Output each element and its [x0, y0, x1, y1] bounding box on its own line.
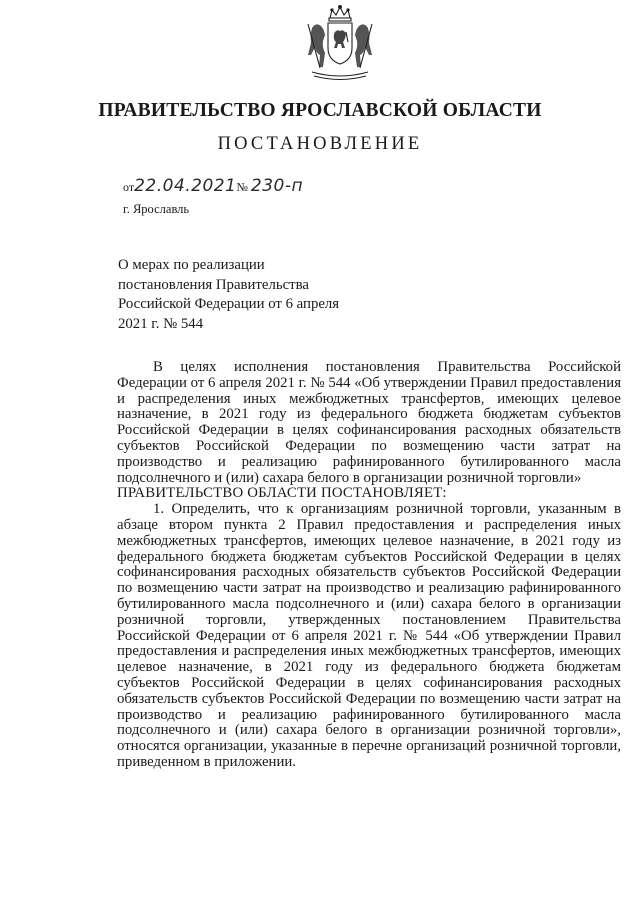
- date-number-line: [123, 176, 303, 196]
- subject-line: О мерах по реализации: [118, 257, 265, 273]
- item-1-paragraph: 1. Определить, что к организациям розничной торговли, указанным в абзаце втором пункта 2 Правил предоставления и распределения иных межбюджетных трансфертов, имеющих целевое назначение, в 2021 году из федерального бюджета бюджетам субъектов Российской Федерации в целях софинансирования расходных обязательств субъектов Российской Федерации по возмещению части затрат на производство и реализацию рафинированного бутилированного масла подсолнечного и (или) сахара белого в организации розничной торговли, утвержденных постановлением Правительства Российской Федерации от 6 апреля 2021 г. № 544 «Об утверждении Правил предоставления и распределения иных межбюджетных трансфертов, имеющих целевое назначение, в 2021 году из федерального бюджета бюджетам субъектов Российской Федерации в целях софинансирования расходных обязательств субъектов Российской Федерации по возмещению части затрат на производство и реализацию рафинированного бутилированного масла подсолнечного и (или) сахара белого в организации розничной торговли», относятся организации, указанные в перечне организаций розничной торговли, приведенном в приложении.: [117, 501, 621, 770]
- document-subject: [118, 256, 339, 334]
- document-number: 230-п: [250, 176, 304, 196]
- number-prefix: №: [236, 180, 248, 194]
- preamble-paragraph: В целях исполнения постановления Правительства Российской Федерации от 6 апреля 2021 г. № 544 «Об утверждении Правил предоставления и распределения иных межбюджетных трансфертов, имеющих целевое назначение, в 2021 году из федерального бюджета бюджетам субъектов Российской Федерации в целях софинансирования расходных обязательств субъектов Российской Федерации по возмещению части затрат на производство и реализацию рафинированного бутилированного масла подсолнечного и (или) сахара белого в организации розничной торговли»: [117, 359, 621, 486]
- government-name: ПРАВИТЕЛЬСТВО ЯРОСЛАВСКОЙ ОБЛАСТИ: [98, 100, 542, 121]
- coat-of-arms-icon: [298, 4, 382, 82]
- document-type: ПОСТАНОВЛЕНИЕ: [217, 134, 423, 154]
- city-name: г. Ярославль: [123, 202, 190, 216]
- document-body: [117, 360, 621, 771]
- decree-heading: ПРАВИТЕЛЬСТВО ОБЛАСТИ ПОСТАНОВЛЯЕТ:: [117, 485, 447, 502]
- document-date: 22.04.2021: [134, 176, 237, 196]
- date-prefix: от: [123, 180, 135, 194]
- subject-line: 2021 г. № 544: [118, 315, 204, 332]
- subject-line: постановления Правительства: [118, 276, 309, 293]
- subject-line: Российской Федерации от 6 апреля: [118, 296, 340, 312]
